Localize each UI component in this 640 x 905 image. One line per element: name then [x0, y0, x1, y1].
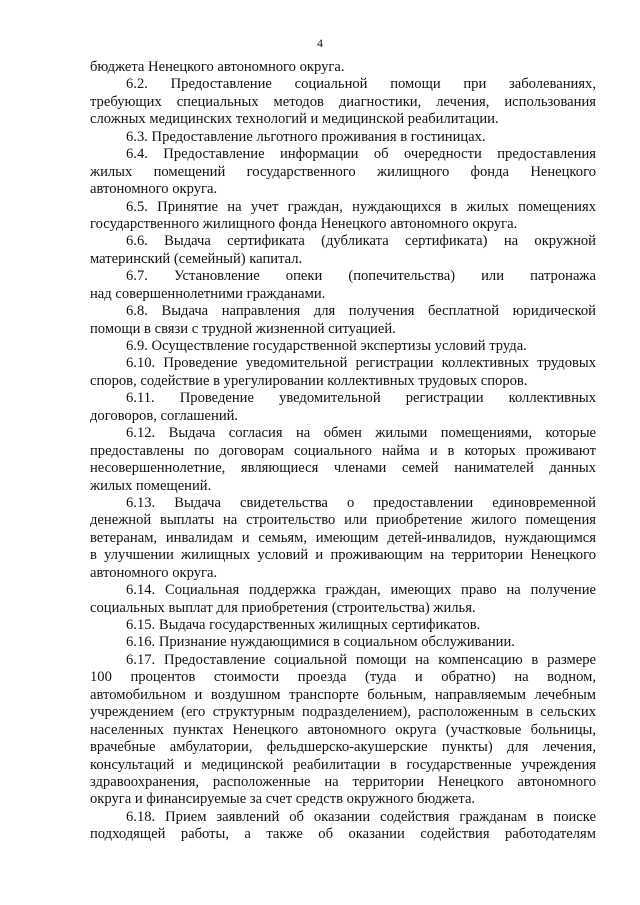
text-line: 6.18. Прием заявлений об оказании содействия гражданам в поиске: [126, 808, 596, 825]
text-line: 6.5. Принятие на учет граждан, нуждающихся в жилых помещениях: [126, 198, 596, 215]
text-line: жилых помещений государственного жилищного фонда Ненецкого: [90, 163, 596, 180]
text-line: помощи в связи с трудной жизненной ситуацией.: [90, 320, 396, 337]
text-line: ветеранам, инвалидам и семьям, имеющим детей-инвалидов, нуждающимся: [90, 529, 596, 546]
page-number: 4: [317, 36, 323, 50]
text-line: социальных выплат для приобретения (строительства) жилья.: [90, 599, 476, 616]
text-line: 6.3. Предоставление льготного проживания в гостиницах.: [126, 128, 486, 145]
text-line: населенных пунктах Ненецкого автономного округа (участковые больницы,: [90, 721, 596, 738]
text-line: подходящей работы, а также об оказании содействия работодателям: [90, 826, 596, 843]
text-line: 6.15. Выдача государственных жилищных сертификатов.: [126, 617, 481, 633]
text-line: жилых помещений.: [90, 477, 212, 494]
text-line: материнский (семейный) капитал.: [90, 250, 303, 267]
text-line: автономного округа.: [90, 181, 218, 198]
text-line: здравоохранения, расположенные на территории Ненецкого автономного: [90, 773, 596, 790]
text-line: 6.6. Выдача сертификата (дубликата сертификата) на окружной: [126, 233, 596, 250]
text-line: 6.2. Предоставление социальной помощи при заболеваниях,: [126, 76, 596, 93]
text-line: 6.10. Проведение уведомительной регистрации коллективных трудовых: [126, 355, 596, 372]
text-line: консультаций и медицинской реабилитации в государственные учреждения: [90, 756, 596, 773]
text-line: 6.11. Проведение уведомительной регистрации коллективных: [126, 390, 596, 407]
document-body: [90, 59, 596, 844]
text-line: споров, содействие в урегулировании коллективных трудовых споров.: [90, 372, 528, 389]
text-line: денежной выплаты на строительство или приобретение жилого помещения: [90, 512, 596, 529]
text-line: предоставлены по договорам социального найма и в которых проживают: [90, 442, 596, 459]
text-line: несовершеннолетние, являющиеся членами семей нанимателей данных: [90, 460, 596, 477]
text-line: 6.13. Выдача свидетельства о предоставлении единовременной: [126, 494, 596, 511]
text-line: договоров, соглашений.: [90, 407, 239, 424]
text-line: сложных медицинских технологий и медицинской реабилитации.: [90, 111, 499, 128]
text-line: учреждением (его структурным подразделением), расположенным в сельских: [90, 704, 596, 721]
text-line: требующих специальных методов диагностики, лечения, использования: [90, 93, 596, 110]
text-line: 100 процентов стоимости проезда (туда и обратно) на водном,: [90, 669, 596, 686]
text-line: 6.8. Выдача направления для получения бесплатной юридической: [126, 303, 596, 320]
text-line: 6.16. Признание нуждающимися в социальном обслуживании.: [126, 634, 515, 651]
text-line: автономного округа.: [90, 564, 218, 581]
text-line: государственного жилищного фонда Ненецкого автономного округа.: [90, 215, 518, 232]
text-line: 6.17. Предоставление социальной помощи на компенсацию в размере: [126, 651, 596, 668]
text-line: в улучшении жилищных условий и проживающим на территории Ненецкого: [90, 547, 596, 564]
text-line: бюджета Ненецкого автономного округа.: [90, 59, 345, 75]
text-line: 6.12. Выдача согласия на обмен жилыми помещениями, которые: [126, 425, 596, 442]
text-line: 6.4. Предоставление информации об очередности предоставления: [126, 146, 596, 163]
text-line: округа и финансируемые за счет средств окружного бюджета.: [90, 791, 476, 808]
text-line: над совершеннолетними гражданами.: [90, 285, 326, 302]
text-line: автомобильном и воздушном транспорте больным, направляемым лечебным: [90, 686, 596, 703]
text-line: 6.14. Социальная поддержка граждан, имеющих право на получение: [126, 582, 596, 599]
text-line: 6.7. Установление опеки (попечительства) или патронажа: [126, 268, 596, 285]
text-line: 6.9. Осуществление государственной экспертизы условий труда.: [126, 338, 527, 354]
text-line: врачебные амбулатории, фельдшерско-акушерские пункты) для лечения,: [90, 739, 596, 756]
